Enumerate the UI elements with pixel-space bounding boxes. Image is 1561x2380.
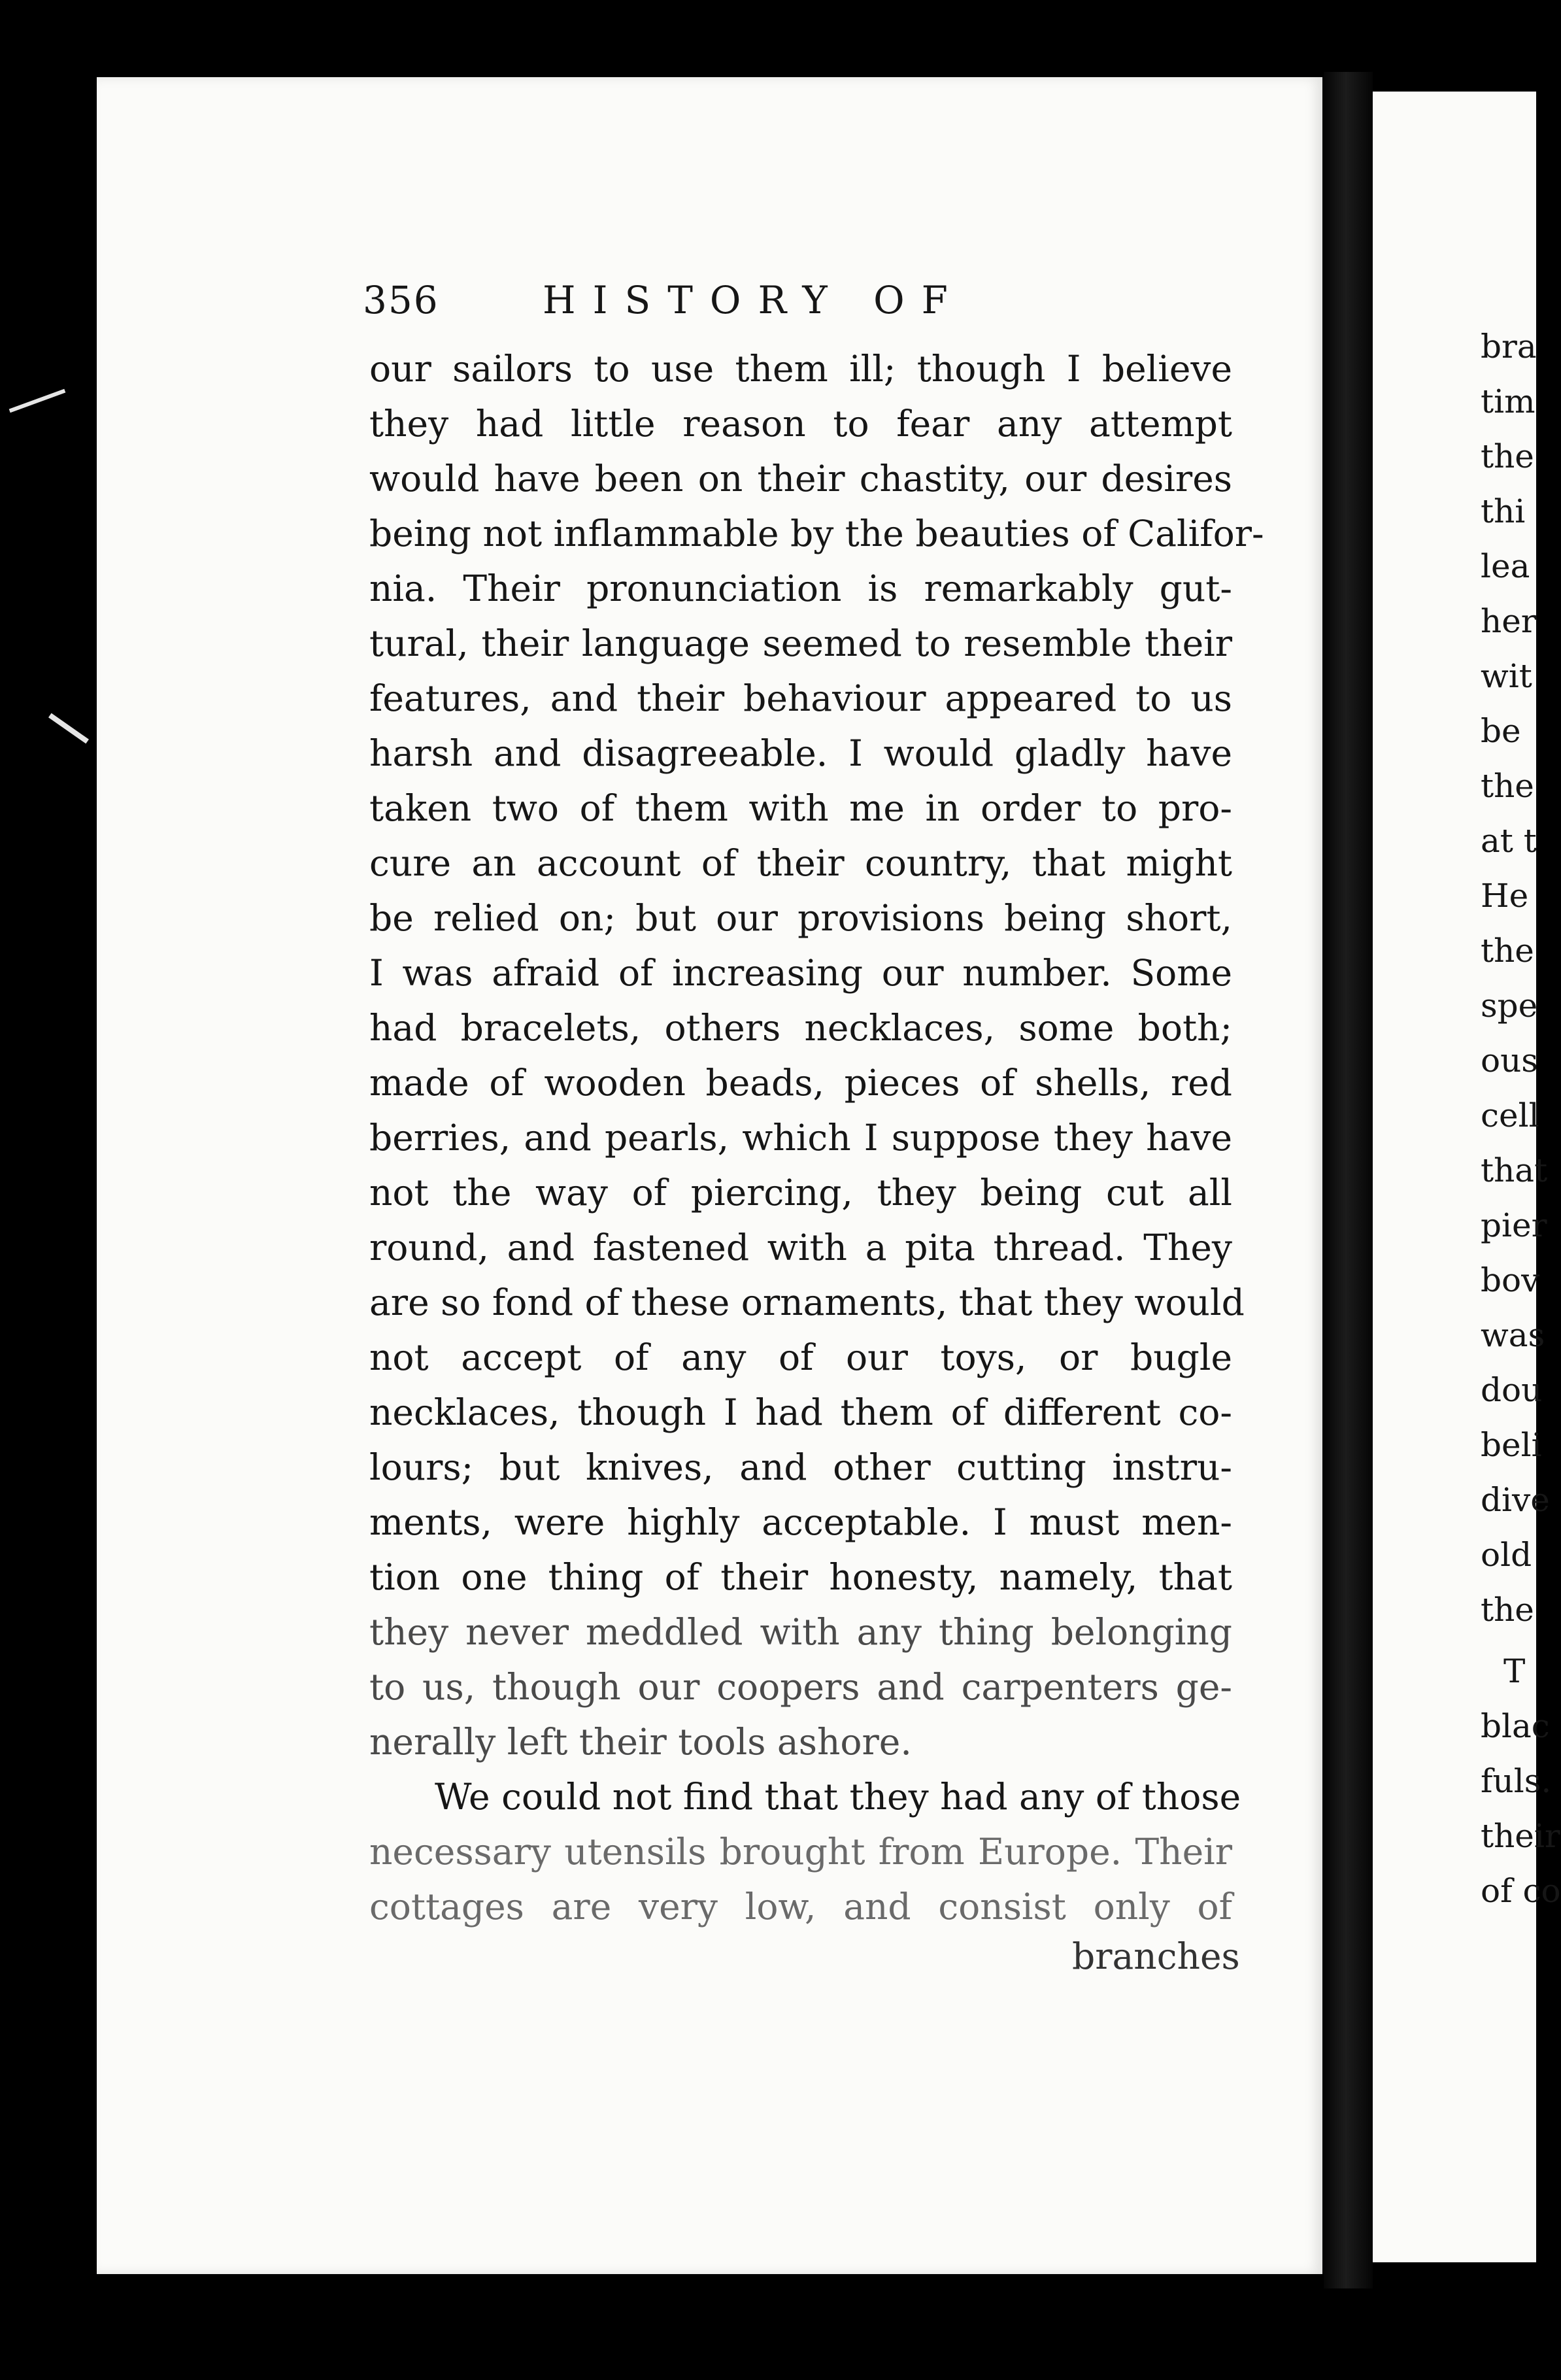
facing-text-fragment: thi [1481,492,1526,530]
text-line: to us, though our coopers and carpenters ge- [369,1666,1232,1708]
facing-text-fragment: the [1481,437,1534,475]
facing-text-fragment: was [1481,1316,1545,1354]
text-line: they had little reason to fear any attempt [369,403,1232,445]
text-line: cure an account of their country, that might [369,842,1232,884]
facing-text-fragment: T [1503,1652,1526,1690]
facing-text-fragment: beli [1481,1426,1542,1464]
page-number: 356 [363,278,439,322]
running-head: HISTORY OF [543,278,965,322]
facing-text-fragment: He [1481,877,1529,915]
text-line: they never meddled with any thing belonging [369,1611,1232,1653]
facing-text-fragment: dou [1481,1371,1543,1409]
facing-text-fragment: the [1481,767,1534,805]
text-line: cottages are very low, and consist only of [369,1886,1232,1928]
book-gutter [1324,72,1373,2288]
text-line: harsh and disagreeable. I would gladly have [369,732,1232,774]
facing-text-fragment: the [1481,1591,1534,1629]
facing-text-fragment: wit [1481,657,1532,695]
facing-text-fragment: cell [1481,1096,1539,1134]
facing-text-fragment: bov [1481,1261,1540,1299]
text-line: tion one thing of their honesty, namely, that [369,1556,1232,1598]
catchword: branches [1072,1935,1240,1977]
text-line: made of wooden beads, pieces of shells, red [369,1062,1232,1104]
facing-text-fragment: that [1481,1151,1548,1189]
text-line: tural, their language seemed to resemble their [369,622,1232,664]
text-line: features, and their behaviour appeared to us [369,677,1232,719]
margin-mark [9,389,66,413]
facing-text-fragment: their [1481,1817,1560,1855]
text-line: are so fond of these ornaments, that they would [369,1282,1245,1323]
text-line: be relied on; but our provisions being short, [369,897,1232,939]
facing-text-fragment: blac [1481,1707,1550,1745]
facing-text-fragment: the [1481,932,1534,970]
text-line: round, and fastened with a pita thread. They [369,1227,1232,1268]
facing-text-fragment: tim [1481,382,1536,420]
margin-mark [48,713,89,744]
facing-text-fragment: ous [1481,1042,1538,1080]
text-line: being not inflammable by the beauties of Califor- [369,513,1264,554]
text-line: lours; but knives, and other cutting instru- [369,1446,1232,1488]
facing-text-fragment: spe [1481,987,1538,1025]
facing-text-fragment: be [1481,712,1521,750]
text-line: taken two of them with me in order to pro- [369,787,1232,829]
text-line: not the way of piercing, they being cut all [369,1172,1232,1214]
facing-text-fragment: at t [1481,822,1537,860]
text-line: nia. Their pronunciation is remarkably gut- [369,568,1232,609]
facing-text-fragment: old [1481,1536,1532,1574]
facing-text-fragment: fuls. [1481,1762,1552,1800]
facing-text-fragment: of co [1481,1872,1561,1910]
paragraph-first-line: We could not find that they had any of those [435,1776,1241,1818]
text-line: nerally left their tools ashore. [369,1721,912,1763]
text-line: necessary utensils brought from Europe. Their [369,1831,1232,1873]
text-line: I was afraid of increasing our number. Some [369,952,1232,994]
facing-text-fragment: dive [1481,1481,1550,1519]
facing-text-fragment: bra [1481,328,1537,366]
text-line: berries, and pearls, which I suppose they have [369,1117,1232,1159]
text-line: our sailors to use them ill; though I believe [369,348,1232,390]
facing-text-fragment: lea [1481,547,1530,585]
text-line: had bracelets, others necklaces, some both; [369,1007,1232,1049]
facing-text-fragment: her [1481,602,1537,640]
text-line: not accept of any of our toys, or bugle [369,1336,1232,1378]
facing-text-fragment: pier [1481,1206,1547,1244]
text-line: necklaces, though I had them of different co- [369,1391,1232,1433]
text-line: ments, were highly acceptable. I must men- [369,1501,1232,1543]
text-line: would have been on their chastity, our desires [369,458,1232,500]
